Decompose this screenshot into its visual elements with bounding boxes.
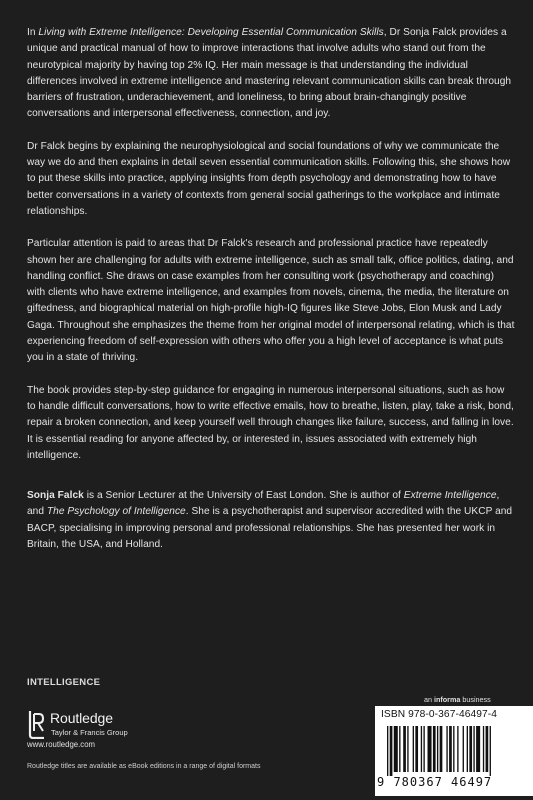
barcode-bar (433, 726, 436, 772)
barcode-bar (423, 726, 424, 772)
barcode-bar (394, 726, 398, 772)
text-span: an (424, 695, 434, 704)
barcode-bar (473, 726, 474, 772)
author-name: Sonja Falck (27, 490, 84, 502)
barcode-bar (449, 726, 452, 772)
barcode-bar (453, 726, 454, 772)
text-span: is a Senior Lecturer at the University of East London. She is author of (83, 490, 404, 502)
barcode-bar (437, 726, 438, 772)
barcode-bar (399, 726, 400, 772)
description-paragraph-2: Dr Falck begins by explaining the neurophysiological and social foundations of why we communicate the way we do and then explains in detail seven essential communication skills. Following this, she shows how to put these skills into practice, applying insights from depth psychology and demonstrating how to have better conversations in a variety of contexts from general social gatherings to the workplace and intimate relationships. (27, 140, 511, 217)
barcode-bar (467, 726, 468, 772)
barcode-bar (486, 726, 489, 772)
publisher-group: Taylor & Francis Group (51, 728, 128, 737)
book-title: Living with Extreme Intelligence: Developing Essential Communication Skills (38, 27, 384, 38)
author-book-1: Extreme Intelligence (403, 490, 497, 502)
barcode-bar (421, 726, 422, 772)
barcode-digits: 9 780367 46497 (377, 775, 493, 789)
subject-category: INTELLIGENCE (27, 677, 101, 688)
text-span: In (27, 27, 39, 38)
barcode-bar (403, 726, 406, 772)
barcode-bar (407, 726, 408, 772)
barcode-bar (457, 726, 458, 772)
barcode-bar (469, 726, 472, 772)
barcode-bar (490, 726, 491, 776)
barcode-icon (387, 726, 527, 776)
text-span: business (460, 695, 491, 704)
informa-business-note (424, 695, 491, 704)
barcode-bar (415, 726, 418, 772)
barcode-bar (463, 726, 464, 772)
author-book-2: The Psychology of Intelligence (46, 506, 186, 518)
ebook-note: Routledge titles are available as eBook editions in a range of digital formats (27, 763, 261, 770)
barcode-bar (483, 726, 484, 772)
author-bio (27, 488, 515, 553)
routledge-logo-icon (27, 709, 47, 739)
barcode-bar (390, 726, 393, 776)
barcode-bar (413, 726, 414, 772)
publisher-name: Routledge (50, 710, 113, 726)
informa-logo: informa (434, 695, 461, 704)
description-paragraph-1 (27, 25, 515, 123)
back-cover-text (27, 25, 515, 569)
barcode-panel (375, 706, 533, 796)
barcode-bar (446, 726, 447, 772)
publisher-website: www.routledge.com (27, 740, 96, 749)
barcode-bar (428, 726, 432, 772)
barcode-bar (440, 726, 443, 772)
description-paragraph-4: The book provides step-by-step guidance for engaging in numerous interpersonal situations, such as how to handle difficult conversations, how to write effective emails, how to breathe, listen, play, take a risk, bond, repair a broken connection, and keep yourself well through changes like failure, success, and falling in love. It is essential reading for anyone affected by, or interested in, issues associated with extremely high intelligence. (27, 384, 514, 461)
isbn-label: ISBN 978-0-367-46497-4 (381, 709, 498, 720)
text-span: , and (27, 490, 500, 518)
barcode-bar (387, 726, 388, 776)
text-span: , Dr Sonja Falck provides a unique and practical manual of how to improve interactions that involve adults who stand out from the neurotypical majority by having top 2% IQ. Her main message is that understanding the individual differences involved in extreme intelligence and mastering relevant communication skills can break through barriers of frustration, underachievement, and loneliness, to bring about brain-changingly positive conversations and interpersonal effectiveness, connection, and joy. (27, 27, 512, 120)
barcode-bar (476, 726, 480, 772)
description-paragraph-3: Particular attention is paid to areas that Dr Falck's research and professional practice have repeatedly shown her are challenging for adults with extreme intelligence, such as small talk, office politics, dating, and handling conflict. She draws on case examples from her consulting work (psychotherapy and coaching) with clients who have extreme intelligence, and examples from novels, cinema, the media, the literature on giftedness, and biographical material on high-profile high-IQ figures like Steve Jobs, Elon Musk and Lady Gaga. Throughout she emphasizes the theme from her original model of interpersonal relating, which is that experiencing freedom of self-expression with others who offer you a high level of acceptance is what puts you in a state of thriving. (27, 238, 515, 364)
text-span: . She is a psychotherapist and supervisor accredited with the UKCP and BACP, specialising in improving personal and professional relationships. She has presented her work in Britain, the USA, and Holland. (27, 506, 513, 551)
